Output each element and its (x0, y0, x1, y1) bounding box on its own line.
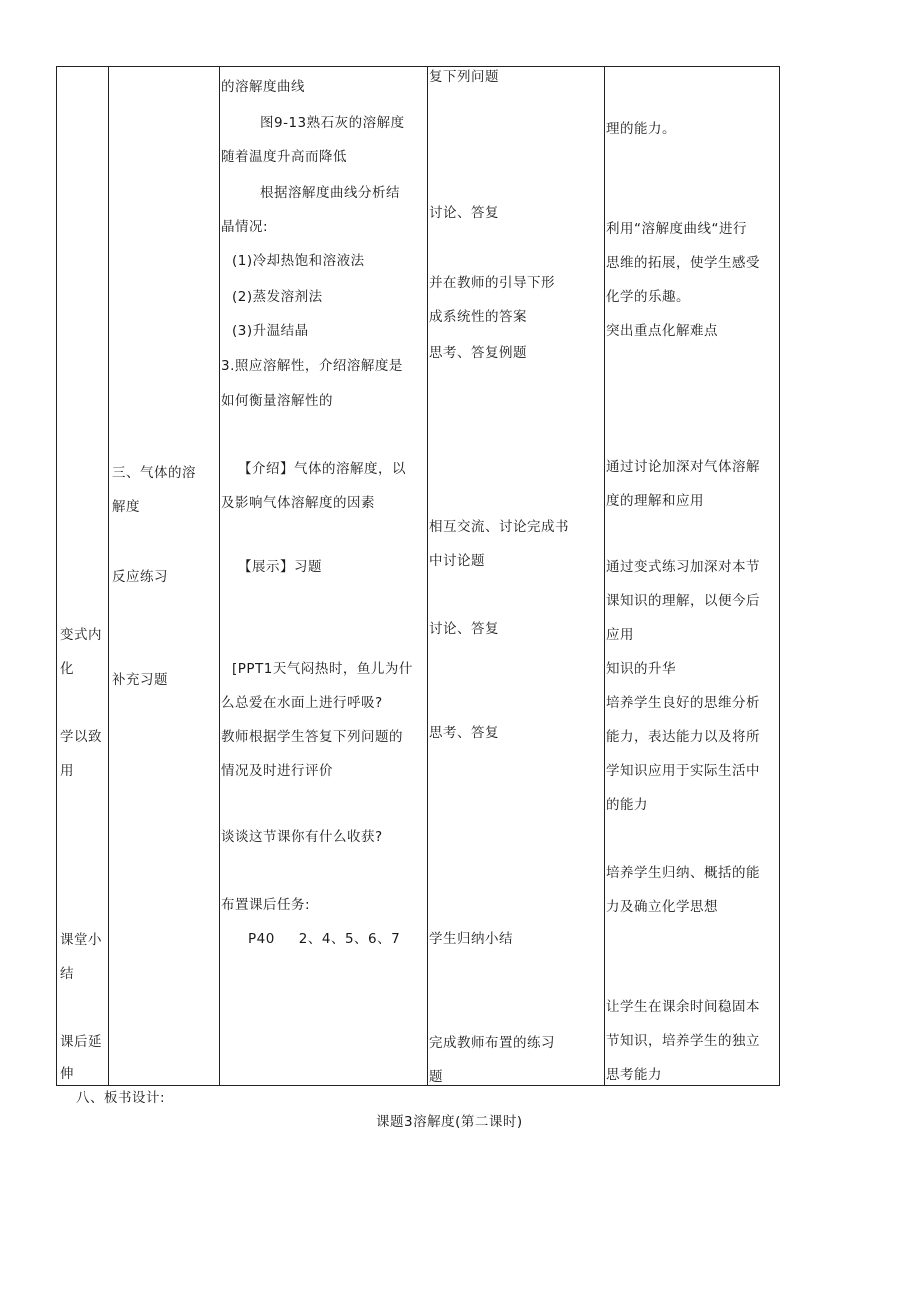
stage-label: 学以致 (60, 729, 102, 745)
text-line: 化学的乐趣。 (606, 289, 690, 305)
text-line: 理的能力。 (606, 121, 676, 137)
text-line: 3.照应溶解性，介绍溶解度是 (221, 358, 403, 374)
text-line: 思考、答复例题 (429, 345, 527, 361)
text-line: 力及确立化学思想 (606, 899, 718, 915)
text-line: 如何衡量溶解性的 (221, 393, 333, 409)
text-line: 学生归纳小结 (429, 931, 513, 947)
text-line: 的能力 (606, 797, 648, 813)
text-line: 成系统性的答案 (429, 309, 527, 325)
text-line: 能力，表达能力以及将所 (606, 729, 760, 745)
text-line: 节知识，培养学生的独立 (606, 1033, 760, 1049)
text-line: 布置课后任务: (221, 897, 311, 913)
text-line: 【介绍】气体的溶解度，以 (238, 461, 406, 477)
text-line: 度的理解和应用 (606, 493, 704, 509)
text-line: 讨论、答复 (429, 205, 499, 221)
student-activity-column (428, 67, 604, 1085)
text-line: (1)冷却热饱和溶液法 (232, 253, 365, 269)
section-heading: 解度 (112, 499, 140, 515)
text-line: 应用 (606, 627, 634, 643)
text-line: (2)蒸发溶剂法 (232, 289, 323, 305)
text-line: 谈谈这节课你有什么收获? (221, 829, 383, 845)
text-line: P40 2、4、5、6、7 (248, 931, 401, 947)
text-line: 思考能力 (606, 1067, 662, 1083)
stage-label: 变式内 (60, 627, 102, 643)
text-line: 思考、答复 (429, 725, 499, 741)
stage-label: 伸 (60, 1066, 74, 1082)
text-line: 让学生在课余时间稳固本 (606, 999, 760, 1015)
text-line: [PPT1天气闷热时，鱼儿为什 (232, 661, 413, 677)
text-line: 题 (429, 1069, 443, 1085)
text-line: 通过讨论加深对气体溶解 (606, 459, 760, 475)
text-line: (3)升温结晶 (232, 323, 309, 339)
stage-label: 课后延 (60, 1034, 102, 1050)
text-line: 学知识应用于实际生活中 (606, 763, 760, 779)
content-column (109, 67, 219, 1085)
section-heading: 三、气体的溶 (112, 465, 196, 481)
design-intent-column (605, 67, 781, 1085)
text-line: 培养学生良好的思维分析 (606, 695, 760, 711)
text-line: 知识的升华 (606, 661, 676, 677)
text-line: 根据溶解度曲线分析结 (260, 185, 400, 201)
text-line: 通过变式练习加深对本节 (606, 559, 760, 575)
text-line: 思维的拓展，使学生感受 (606, 255, 760, 271)
text-line: 么总爱在水面上进行呼吸? (221, 695, 383, 711)
stage-label: 化 (60, 661, 74, 677)
text-line: 培养学生归纳、概括的能 (606, 865, 760, 881)
board-design-heading: 八、板书设计: (76, 1090, 166, 1106)
text-line: 课知识的理解，以便今后 (606, 593, 760, 609)
text-line: 并在教师的引导下形 (429, 275, 555, 291)
text-line: 【展示】习题 (238, 559, 322, 575)
text-line: 及影响气体溶解度的因素 (221, 495, 375, 511)
stage-column (57, 67, 108, 1085)
text-line: 相互交流、讨论完成书 (429, 519, 569, 535)
board-design-title: 课题3溶解度(第二课时) (376, 1114, 523, 1130)
stage-label: 用 (60, 763, 74, 779)
section-heading: 反应练习 (112, 569, 168, 585)
text-line: 晶情况: (221, 219, 269, 235)
text-line: 完成教师布置的练习 (429, 1035, 555, 1051)
text-line: 复下列问题 (429, 69, 499, 85)
text-line: 随着温度升高而降低 (221, 149, 347, 165)
text-line: 中讨论题 (429, 553, 485, 569)
text-line: 的溶解度曲线 (221, 79, 305, 95)
text-line: 讨论、答复 (429, 621, 499, 637)
stage-label: 课堂小 (60, 932, 102, 948)
lesson-plan-table (56, 66, 780, 1086)
section-heading: 补充习题 (112, 672, 168, 688)
text-line: 图9-13熟石灰的溶解度 (260, 115, 405, 131)
text-line: 情况及时进行评价 (221, 763, 333, 779)
text-line: 利用“溶解度曲线“进行 (606, 221, 747, 237)
text-line: 突出重点化解难点 (606, 323, 718, 339)
text-line: 教师根据学生答复下列问题的 (221, 729, 403, 745)
teacher-activity-column (220, 67, 427, 1085)
stage-label: 结 (60, 966, 74, 982)
